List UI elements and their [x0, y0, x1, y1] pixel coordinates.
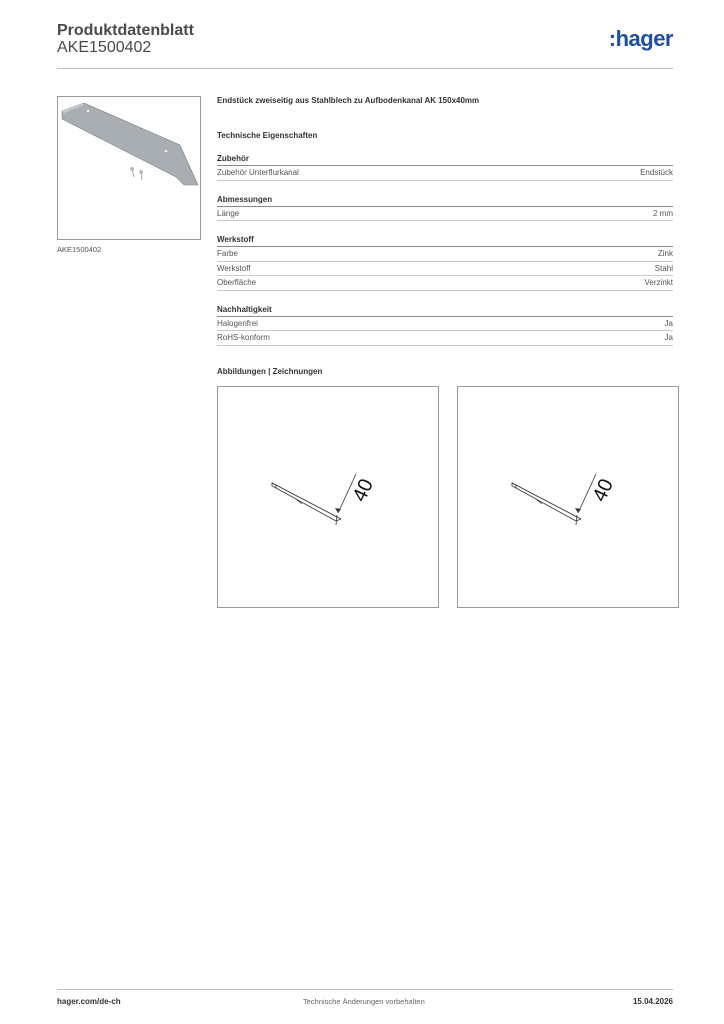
property-row: [217, 207, 673, 222]
hager-logo[interactable]: :hager: [608, 26, 673, 51]
footer-note: Technische Änderungen vorbehalten: [303, 997, 425, 1006]
steel-end-piece-icon: [58, 97, 200, 239]
property-label: RoHS-konform: [217, 333, 270, 342]
property-row: [217, 276, 673, 291]
property-row: [217, 166, 673, 181]
property-label: Oberfläche: [217, 278, 257, 287]
property-value: 2 mm: [653, 208, 673, 218]
product-code: AKE1500402: [57, 39, 152, 56]
property-row: [217, 331, 673, 346]
dimension-label: 40: [588, 475, 618, 506]
footer-website-link[interactable]: hager.com/de-ch: [57, 997, 121, 1006]
product-image-caption: AKE1500402: [57, 245, 102, 254]
drawings-heading: Abbildungen | Zeichnungen: [217, 367, 323, 376]
property-label: Länge: [217, 208, 240, 218]
property-label: Halogenfrei: [217, 318, 258, 328]
technical-drawing-icon: [218, 387, 438, 607]
header-divider: [57, 68, 673, 69]
product-details: [217, 96, 673, 346]
property-value: Stahl: [654, 263, 673, 273]
property-group-werkstoff: [217, 235, 673, 291]
property-group-nachhaltigkeit: [217, 305, 673, 346]
group-title: Abmessungen: [217, 195, 673, 207]
product-image: [57, 96, 201, 240]
property-label: Farbe: [217, 249, 238, 258]
page-title: Produktdatenblatt: [57, 22, 194, 39]
technical-drawing-icon: [458, 387, 678, 607]
property-label: Werkstoff: [217, 263, 251, 273]
property-row: [217, 262, 673, 277]
property-value: Zink: [657, 249, 673, 258]
group-title: Werkstoff: [217, 235, 673, 247]
property-row: [217, 247, 673, 262]
footer-date: 15.04.2026: [632, 997, 673, 1006]
dimension-label: 40: [348, 475, 378, 506]
property-label: Zubehör Unterflurkanal: [217, 168, 299, 177]
property-value: Endstück: [640, 168, 673, 177]
technical-drawing-2: [457, 386, 679, 608]
property-value: Ja: [664, 333, 673, 342]
property-value: Ja: [664, 318, 673, 328]
footer-divider: [57, 989, 673, 990]
technical-drawing-1: [217, 386, 439, 608]
technical-properties-heading: Technische Eigenschaften: [217, 131, 318, 140]
property-group-zubehoer: [217, 154, 673, 181]
product-description: Endstück zweiseitig aus Stahlblech zu Aufbodenkanal AK 150x40mm: [217, 96, 480, 105]
property-group-abmessungen: [217, 195, 673, 222]
group-title: Nachhaltigkeit: [217, 305, 673, 317]
page-header: [57, 20, 673, 70]
group-title: Zubehör: [217, 154, 673, 166]
property-value: Verzinkt: [644, 278, 673, 287]
property-row: [217, 317, 673, 332]
